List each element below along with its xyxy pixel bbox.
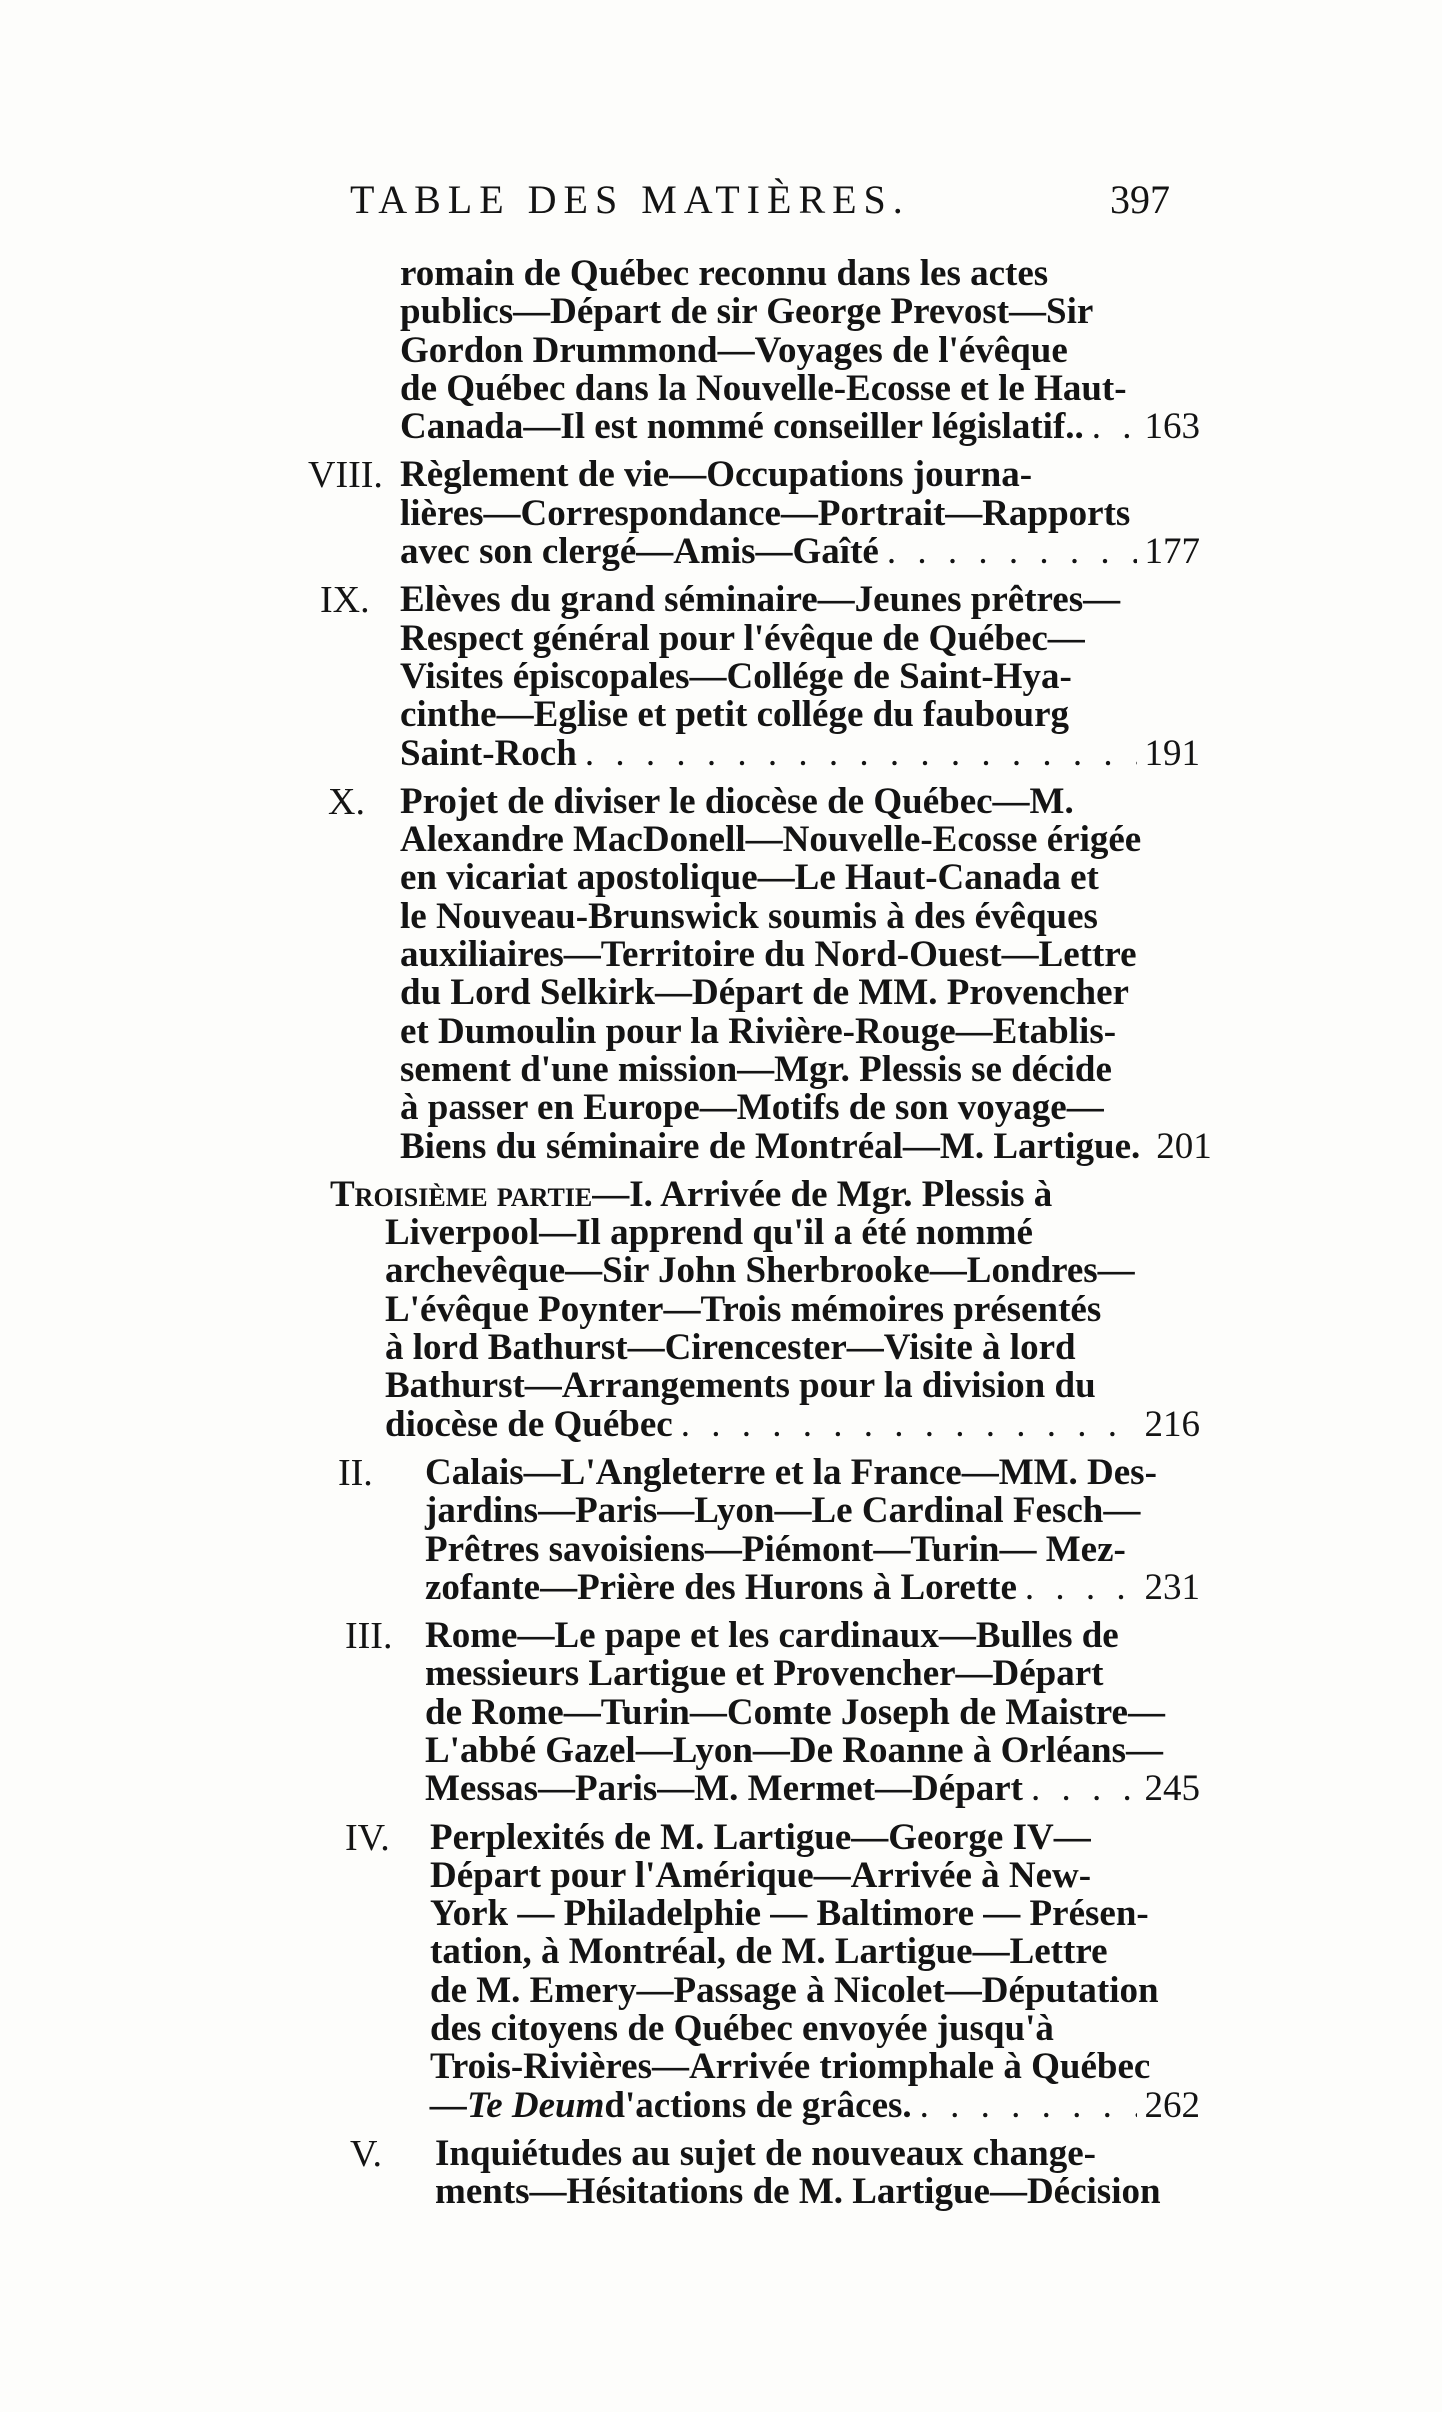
page-reference: 231 xyxy=(1144,1566,1200,1608)
entry-line xyxy=(400,821,1200,859)
entry-line xyxy=(330,1173,1200,1215)
entry-line xyxy=(400,456,1200,494)
line-text: lières—Correspondance—Portrait—Rapports xyxy=(400,492,1131,534)
entry-line xyxy=(385,1288,1200,1330)
italic-text: —Te Deum xyxy=(430,2084,605,2126)
line-text: Respect général pour l'évêque de Québec— xyxy=(400,617,1085,659)
chapter-number: II. xyxy=(338,1451,373,1494)
page-reference: 177 xyxy=(1144,531,1200,573)
line-text: zofante—Prière des Hurons à Lorette xyxy=(425,1566,1017,1608)
page-reference: 245 xyxy=(1144,1768,1200,1810)
entry-text xyxy=(425,1451,1200,1608)
entry-line xyxy=(400,696,1200,734)
line-text: Alexandre MacDonell—Nouvelle-Ecosse érigée xyxy=(400,819,1142,861)
entry-line xyxy=(400,293,1200,331)
line-text: de Rome—Turin—Comte Joseph de Maistre— xyxy=(425,1691,1165,1733)
toc-entry xyxy=(300,456,1200,571)
toc-entry xyxy=(300,780,1212,1167)
entry-line xyxy=(435,2173,1200,2211)
line-text: auxiliaires—Territoire du Nord-Ouest—Lettre xyxy=(400,934,1137,976)
entry-text xyxy=(430,1816,1200,2126)
line-text: Perplexités de M. Lartigue—George IV— xyxy=(430,1816,1091,1858)
line-text: d'actions de grâces. xyxy=(604,2084,912,2126)
entry-line xyxy=(425,1528,1200,1570)
entry-text xyxy=(330,1173,1200,1445)
entry-line xyxy=(400,1048,1200,1090)
dot-leader xyxy=(1092,408,1137,446)
line-text: des citoyens de Québec envoyée jusqu'à xyxy=(430,2008,1054,2050)
entry-line xyxy=(400,732,1200,774)
chapter-number: X. xyxy=(328,780,365,823)
line-text: L'évêque Poynter—Trois mémoires présentés xyxy=(385,1288,1102,1330)
entry-line xyxy=(400,533,1200,571)
entry-text xyxy=(425,1617,1200,1808)
entry-line xyxy=(430,2084,1200,2126)
entry-line xyxy=(425,1617,1200,1655)
page-reference: 216 xyxy=(1144,1403,1200,1445)
entry-line xyxy=(425,1492,1200,1530)
entry-text xyxy=(400,255,1200,446)
part-label: Troisième partie xyxy=(330,1173,593,1215)
entry-line xyxy=(430,1854,1200,1896)
entry-line xyxy=(425,1691,1200,1733)
line-text: en vicariat apostolique—Le Haut-Canada et xyxy=(400,857,1099,899)
page-number: 397 xyxy=(1110,177,1170,222)
line-text: jardins—Paris—Lyon—Le Cardinal Fesch— xyxy=(425,1490,1141,1532)
toc-entry xyxy=(300,2132,1200,2213)
toc-entry xyxy=(300,1816,1200,2126)
running-title: TABLE DES MATIÈRES. xyxy=(350,177,910,222)
line-text: tation, à Montréal, de M. Lartigue—Lettre xyxy=(430,1931,1108,1973)
dot-leader xyxy=(1025,1569,1137,1607)
line-text: Gordon Drummond—Voyages de l'évêque xyxy=(400,329,1068,371)
line-text: ments—Hésitations de M. Lartigue—Décision xyxy=(435,2171,1161,2213)
line-text: Bathurst—Arrangements pour la division du xyxy=(385,1365,1096,1407)
line-text: et Dumoulin pour la Rivière-Rouge—Etablis- xyxy=(400,1010,1117,1052)
entry-line xyxy=(385,1367,1200,1405)
entry-line xyxy=(400,617,1200,659)
entry-line xyxy=(430,2048,1200,2086)
entry-line xyxy=(400,255,1200,293)
entry-line xyxy=(400,655,1200,697)
line-text: sement d'une mission—Mgr. Plessis se décide xyxy=(400,1048,1112,1090)
line-text: de Québec dans la Nouvelle-Ecosse et le Haut- xyxy=(400,367,1127,409)
line-text: le Nouveau-Brunswick soumis à des évêques xyxy=(400,895,1098,937)
line-text: Canada—Il est nommé conseiller législatif.. xyxy=(400,406,1084,448)
line-text: messieurs Lartigue et Provencher—Départ xyxy=(425,1653,1104,1695)
line-text: Projet de diviser le diocèse de Québec—M. xyxy=(400,780,1074,822)
toc-entry xyxy=(300,1173,1200,1445)
page-reference: 191 xyxy=(1144,732,1200,774)
line-text: Rome—Le pape et les cardinaux—Bulles de xyxy=(425,1615,1119,1657)
dot-leader xyxy=(585,735,1137,773)
page-reference: 163 xyxy=(1144,406,1200,448)
line-text: Trois-Rivières—Arrivée triomphale à Québec xyxy=(430,2046,1151,2088)
entry-line xyxy=(400,895,1200,937)
line-text: Biens du séminaire de Montréal—M. Lartigue. xyxy=(400,1125,1141,1167)
entry-line xyxy=(400,1089,1200,1127)
entry-line xyxy=(435,2132,1200,2174)
line-text: avec son clergé—Amis—Gaîté xyxy=(400,531,879,573)
entry-text xyxy=(435,2132,1200,2213)
line-text: à passer en Europe—Motifs de son voyage— xyxy=(400,1087,1104,1129)
page-reference: 262 xyxy=(1144,2084,1200,2126)
entry-line xyxy=(400,1010,1200,1052)
entry-line xyxy=(385,1252,1200,1290)
line-text: Prêtres savoisiens—Piémont—Turin— Mez- xyxy=(425,1528,1126,1570)
line-text: du Lord Selkirk—Départ de MM. Provencher xyxy=(400,972,1129,1014)
line-text: Départ pour l'Amérique—Arrivée à New- xyxy=(430,1854,1092,1896)
entry-line xyxy=(400,936,1200,974)
entry-line xyxy=(430,2010,1200,2048)
entry-line xyxy=(400,492,1200,534)
dot-leader xyxy=(1031,1770,1137,1808)
line-text: publics—Départ de sir George Prevost—Sir xyxy=(400,291,1094,333)
chapter-number: V. xyxy=(350,2132,383,2175)
page-reference: 201 xyxy=(1156,1125,1212,1167)
entry-text xyxy=(400,581,1200,772)
toc-entry xyxy=(300,1451,1200,1608)
line-text: diocèse de Québec xyxy=(385,1403,673,1445)
entry-line xyxy=(425,1566,1200,1608)
dot-leader xyxy=(920,2087,1137,2125)
line-text: Calais—L'Angleterre et la France—MM. Des- xyxy=(425,1451,1157,1493)
toc-entry xyxy=(300,581,1200,772)
line-text: Règlement de vie—Occupations journa- xyxy=(400,454,1033,496)
line-text: Elèves du grand séminaire—Jeunes prêtres— xyxy=(400,579,1121,621)
entry-line xyxy=(425,1451,1200,1493)
line-text: —I. Arrivée de Mgr. Plessis à xyxy=(592,1173,1053,1215)
entry-line xyxy=(425,1729,1200,1771)
entry-text xyxy=(400,456,1200,571)
chapter-number: III. xyxy=(345,1615,393,1658)
line-text: Inquiétudes au sujet de nouveaux change- xyxy=(435,2132,1096,2174)
entry-line xyxy=(425,1770,1200,1808)
entry-line xyxy=(385,1329,1200,1367)
entry-line xyxy=(400,1125,1212,1167)
entry-line xyxy=(400,408,1200,446)
line-text: de M. Emery—Passage à Nicolet—Députation xyxy=(430,1969,1159,2011)
chapter-number: IV. xyxy=(345,1816,390,1859)
toc-entry xyxy=(300,1617,1200,1808)
entry-text xyxy=(400,780,1212,1167)
entry-line xyxy=(430,1895,1200,1933)
line-text: York — Philadelphie — Baltimore — Présen- xyxy=(430,1893,1149,1935)
entry-line xyxy=(430,1816,1200,1858)
entry-line xyxy=(400,329,1200,371)
entry-line xyxy=(425,1655,1200,1693)
dot-leader xyxy=(887,533,1137,571)
entry-line xyxy=(430,1969,1200,2011)
line-text: Visites épiscopales—Collége de Saint-Hya- xyxy=(400,655,1072,697)
entry-line xyxy=(400,859,1200,897)
entry-line xyxy=(400,581,1200,619)
line-text: Saint-Roch xyxy=(400,732,577,774)
entry-line xyxy=(385,1403,1200,1445)
table-of-contents xyxy=(300,253,1212,2222)
line-text: à lord Bathurst—Cirencester—Visite à lord xyxy=(385,1327,1076,1369)
line-text: archevêque—Sir John Sherbrooke—Londres— xyxy=(385,1250,1135,1292)
entry-line xyxy=(400,974,1200,1012)
line-text: Liverpool—Il apprend qu'il a été nommé xyxy=(385,1212,1033,1254)
dot-leader xyxy=(681,1406,1137,1444)
entry-line xyxy=(400,780,1200,822)
chapter-number: IX. xyxy=(320,579,370,622)
entry-line xyxy=(400,367,1200,409)
line-text: romain de Québec reconnu dans les actes xyxy=(400,253,1049,294)
line-text: Messas—Paris—M. Mermet—Départ xyxy=(425,1768,1023,1810)
toc-entry xyxy=(300,255,1200,446)
line-text: L'abbé Gazel—Lyon—De Roanne à Orléans— xyxy=(425,1729,1163,1771)
chapter-number: VIII. xyxy=(308,454,383,497)
line-text: cinthe—Eglise et petit collége du faubourg xyxy=(400,694,1070,736)
entry-line xyxy=(385,1214,1200,1252)
entry-line xyxy=(430,1933,1200,1971)
